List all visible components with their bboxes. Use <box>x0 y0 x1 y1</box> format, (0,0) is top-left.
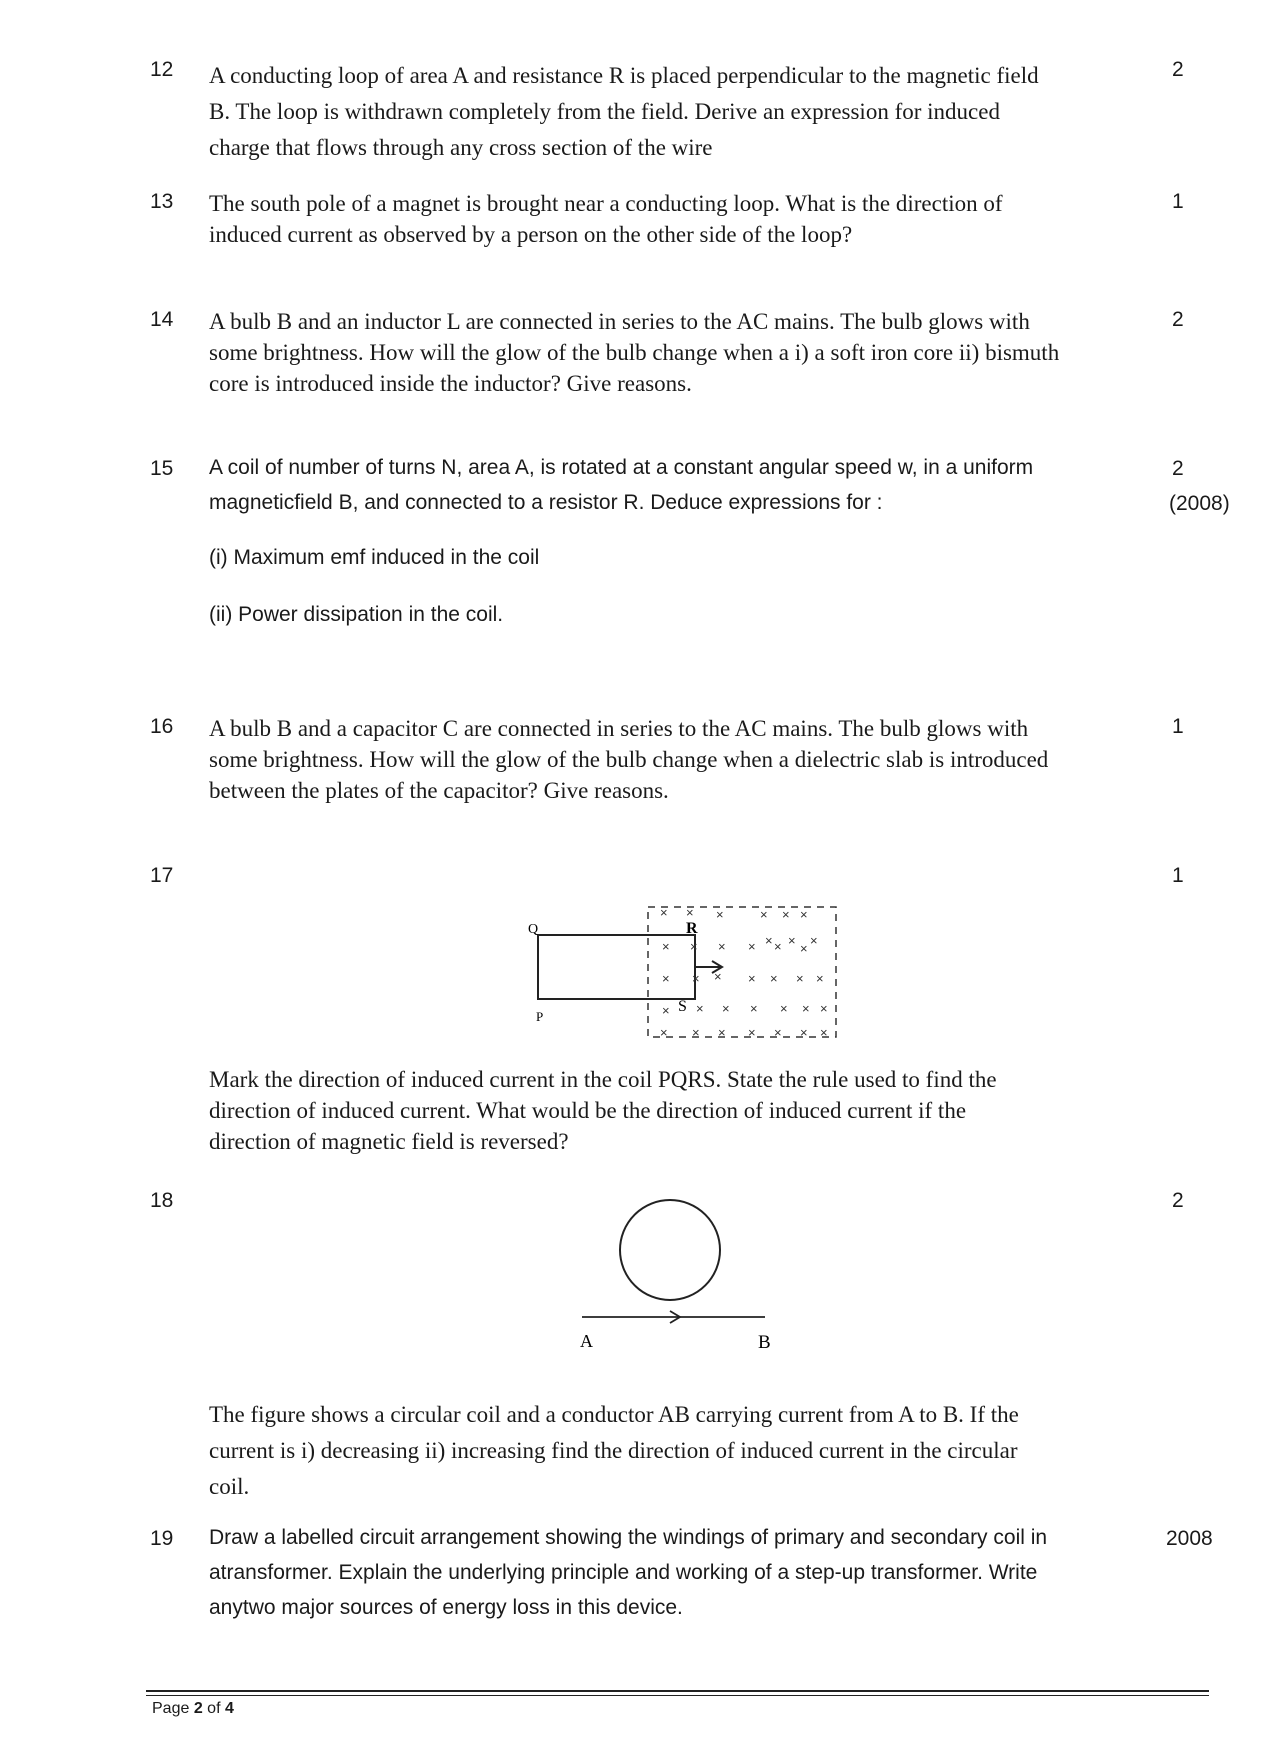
label-q: Q <box>528 922 539 937</box>
label-b: B <box>758 1332 771 1353</box>
question-marks: 2 <box>1172 1189 1184 1212</box>
field-cross: × <box>796 971 804 986</box>
page-footer <box>152 1700 234 1718</box>
question-number: 12 <box>150 58 174 81</box>
question-number: 17 <box>150 864 174 887</box>
field-cross: × <box>765 933 773 948</box>
field-cross: × <box>718 939 726 954</box>
question-marks: 2 <box>1172 308 1184 331</box>
text-line: between the plates of the capacitor? Give reasons. <box>209 778 669 803</box>
field-cross: × <box>800 907 808 922</box>
field-cross: × <box>690 939 698 954</box>
question-marks: 1 <box>1172 190 1184 213</box>
text-line: magneticfield B, and connected to a resistor R. Deduce expressions for : <box>209 491 883 514</box>
text-line: current is i) decreasing ii) increasing find the direction of induced current in the circular <box>209 1438 1018 1463</box>
field-cross: × <box>662 1003 670 1018</box>
field-cross: × <box>774 1025 782 1040</box>
text-line: direction of magnetic field is reversed? <box>209 1129 569 1154</box>
footer-prefix: Page <box>152 1700 194 1717</box>
coil-in-field-figure <box>520 895 850 1050</box>
coil-pqrs <box>538 935 695 999</box>
label-p: P <box>536 1009 544 1024</box>
text-line: A bulb B and a capacitor C are connected in series to the AC mains. The bulb glows with <box>209 716 1029 741</box>
field-cross: × <box>692 971 700 986</box>
footer-middle: of <box>202 1700 225 1717</box>
question-marks: 2 <box>1172 457 1184 480</box>
sub-part: (i) Maximum emf induced in the coil <box>209 546 540 569</box>
field-cross: × <box>760 907 768 922</box>
field-cross: × <box>750 1001 758 1016</box>
question-marks: 1 <box>1172 715 1184 738</box>
text-line: core is introduced inside the inductor? Give reasons. <box>209 371 692 396</box>
field-cross: × <box>810 933 818 948</box>
field-cross: × <box>770 971 778 986</box>
field-cross: × <box>686 905 694 920</box>
text-line: anytwo major sources of energy loss in this device. <box>209 1596 683 1619</box>
field-cross: × <box>800 1025 808 1040</box>
total-pages: 4 <box>224 1700 234 1717</box>
field-cross: × <box>696 1001 704 1016</box>
text-line: A coil of number of turns N, area A, is rotated at a constant angular speed w, in a uniform <box>209 456 1034 479</box>
label-a: A <box>580 1331 593 1351</box>
coil-and-conductor-figure <box>570 1185 810 1355</box>
field-region <box>648 907 836 1037</box>
question-marks: 2 <box>1172 58 1184 81</box>
field-cross: × <box>692 1025 700 1040</box>
field-cross: × <box>714 969 722 984</box>
text-line: some brightness. How will the glow of the bulb change when a i) a soft iron core ii) bismuth <box>209 340 1060 365</box>
circular-coil <box>620 1200 720 1300</box>
field-cross: × <box>788 933 796 948</box>
field-cross: × <box>662 971 670 986</box>
question-year: (2008) <box>1169 492 1230 515</box>
text-line: The figure shows a circular coil and a conductor AB carrying current from A to B. If the <box>209 1402 1019 1427</box>
question-number: 14 <box>150 308 174 331</box>
question-number: 18 <box>150 1189 174 1212</box>
question-number: 16 <box>150 715 174 738</box>
field-cross: × <box>718 1025 726 1040</box>
field-cross: × <box>716 907 724 922</box>
question-text <box>209 188 1149 250</box>
footer-rule <box>146 1690 1209 1692</box>
text-line: Mark the direction of induced current in the coil PQRS. State the rule used to find the <box>209 1067 997 1092</box>
question-number: 19 <box>150 1527 174 1550</box>
text-line: B. The loop is withdrawn completely from the field. Derive an expression for induced <box>209 99 1000 124</box>
field-cross: × <box>660 1025 668 1040</box>
text-line: some brightness. How will the glow of the bulb change when a dielectric slab is introduced <box>209 747 1049 772</box>
question-text <box>209 58 1149 166</box>
text-line: coil. <box>209 1474 250 1499</box>
label-s: S <box>678 998 687 1015</box>
question-text <box>209 1520 1149 1625</box>
field-cross: × <box>748 971 756 986</box>
question-marks: 2008 <box>1166 1527 1213 1550</box>
field-cross: × <box>748 939 756 954</box>
question-number: 13 <box>150 190 174 213</box>
field-cross: × <box>662 939 670 954</box>
label-r: R <box>686 920 698 937</box>
question-number: 15 <box>150 457 174 480</box>
text-line: direction of induced current. What would be the direction of induced current if the <box>209 1098 967 1123</box>
field-cross: × <box>802 1001 810 1016</box>
text-line: A bulb B and an inductor L are connected in series to the AC mains. The bulb glows with <box>209 309 1030 334</box>
question-marks: 1 <box>1172 864 1184 887</box>
field-cross: × <box>748 1025 756 1040</box>
text-line: induced current as observed by a person on the other side of the loop? <box>209 222 853 247</box>
field-cross: × <box>774 939 782 954</box>
text-line: Draw a labelled circuit arrangement showing the windings of primary and secondary coil in <box>209 1526 1048 1549</box>
question-text <box>209 713 1149 806</box>
field-cross: × <box>820 1025 828 1040</box>
field-cross: × <box>820 1001 828 1016</box>
text-line: The south pole of a magnet is brought near a conducting loop. What is the direction of <box>209 191 1003 216</box>
current-page: 2 <box>193 1700 203 1717</box>
question-text <box>209 1064 1149 1157</box>
text-line: atransformer. Explain the underlying principle and working of a step-up transformer. Write <box>209 1561 1038 1584</box>
field-cross: × <box>780 1001 788 1016</box>
question-text <box>209 450 1149 520</box>
text-line: charge that flows through any cross section of the wire <box>209 135 713 160</box>
field-cross: × <box>722 1001 730 1016</box>
field-cross: × <box>816 971 824 986</box>
question-text <box>209 1397 1149 1505</box>
field-cross: × <box>660 905 668 920</box>
field-cross: × <box>782 907 790 922</box>
field-cross: × <box>800 941 808 956</box>
footer-rule <box>146 1695 1209 1696</box>
text-line: A conducting loop of area A and resistance R is placed perpendicular to the magnetic field <box>209 63 1039 88</box>
sub-part: (ii) Power dissipation in the coil. <box>209 603 504 626</box>
question-text <box>209 306 1149 399</box>
